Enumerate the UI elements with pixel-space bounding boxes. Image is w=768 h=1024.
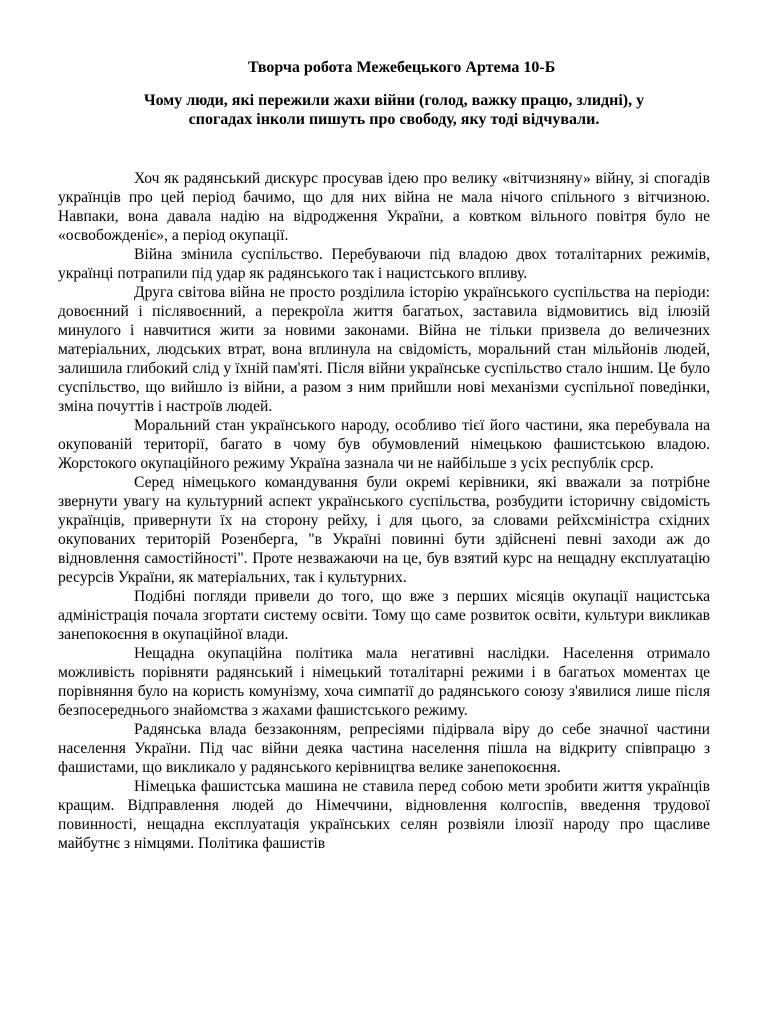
author-line: Творча робота Межебецького Артема 10-Б <box>248 59 556 76</box>
paragraph: Хоч як радянський дискурс просував ідею про велику «вітчизняну» війну, зі спогадів українців про цей період бачимо, що для них війна не мала нічого спільного з вітчизною. Навпаки, вона давала надію на відродження України, а ковтком вільного повітря було не «освобожденіє», а період окупації. <box>58 170 710 244</box>
question-line-1: Чому люди, які пережили жахи війни (голод, важку працю, злидні), у <box>143 92 645 109</box>
essay-body <box>58 169 710 853</box>
essay-question <box>78 91 710 129</box>
paragraph: Серед німецького командування були окремі керівники, які вважали за потрібне звернути увагу на культурний аспект українського суспільства, розбудити історичну свідомість українців, привернути їх на сторону рейху, і для цього, за словами рейхсміністра східних окупованих територій Розенберга, "в Україні повинні бути здійснені певні заходи аж до відновлення самостійності". Проте незважаючи на це, був взятий курс на нещадну експлуатацію ресурсів України, як матеріальних, так і культурних. <box>58 474 710 586</box>
paragraph: Нещадна окупаційна політика мала негативні наслідки. Населення отримало можливість порівняти радянський і німецький тоталітарні режими і в багатьох моментах це порівняння було на користь комунізму, хоча симпатії до радянського союзу з'явилися лише після безпосереднього знайомства з жахами фашистського режиму. <box>58 645 710 719</box>
paragraph: Друга світова війна не просто розділила історію українського суспільства на періоди: довоєнний і післявоєнний, а перекроїла життя багатьох, заставила відмовитись від ілюзій минулого і навчитися жити за новими законами. Війна не тільки призвела до величезних матеріальних, людських втрат, вона вплинула на свідомість, моральний стан мільйонів людей, залишила глибокий слід у їхній пам'яті. Після війни українське суспільство стало іншим. Це було суспільство, що вийшло із війни, а разом з ним прийшли нові механізми суспільної поведінки, зміна почуттів і настроїв людей. <box>58 284 710 415</box>
paragraph: Подібні погляди привели до того, що вже з перших місяців окупації нацистська адміністрація почала згортати систему освіти. Тому що саме розвиток освіти, культури викликав занепокоєння в окупаційної влади. <box>58 588 710 643</box>
paragraph: Моральний стан українського народу, особливо тієї його частини, яка перебувала на окупованій території, багато в чому був обумовлений німецькою фашистською владою. Жорстокого окупаційного режиму Україна зазнала чи не найбільше з усіх республік срср. <box>58 417 710 472</box>
paragraph: Німецька фашистська машина не ставила перед собою мети зробити життя українців кращим. Відправлення людей до Німеччини, відновлення колгоспів, введення трудової повинності, нещадна експлуатація українських селян розвіяли ілюзії народу про щасливе майбутнє з німцями. Політика фашистів <box>58 778 710 852</box>
paragraph: Радянська влада беззаконням, репресіями підірвала віру до себе значної частини населення України. Під час війни деяка частина населення пішла на відкриту співпрацю з фашистами, що викликало у радянського керівництва велике занепокоєння. <box>58 721 710 776</box>
paragraph: Війна змінила суспільство. Перебуваючи під владою двох тоталітарних режимів, українці потрапили під удар як радянського так і нацистського впливу. <box>58 246 710 282</box>
question-line-2: спогадах інколи пишуть про свободу, яку тоді відчували. <box>188 111 600 128</box>
